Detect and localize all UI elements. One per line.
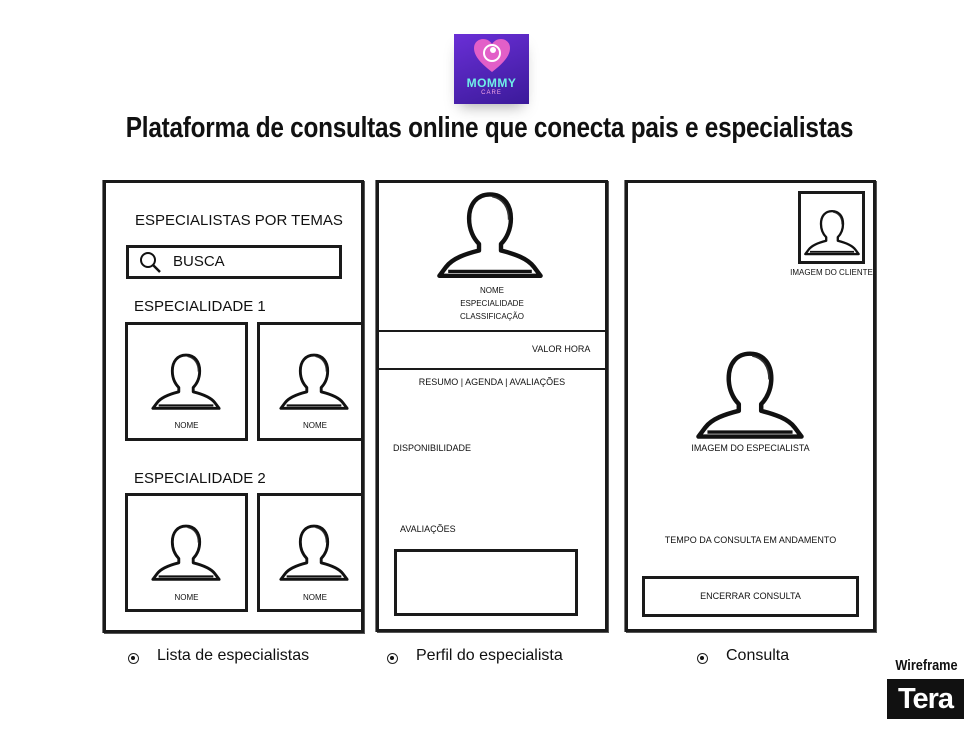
- profile-tabs[interactable]: RESUMO | AGENDA | AVALIAÇÕES: [418, 377, 566, 387]
- consult-time-label: TEMPO DA CONSULTA EM ANDAMENTO: [664, 535, 837, 545]
- card-name: NOME: [174, 421, 199, 430]
- radio-bullet-icon: [387, 653, 398, 664]
- caption-screen3: Consulta: [726, 647, 790, 664]
- radio-bullet-icon: [128, 653, 139, 664]
- profile-rating: CLASSIFICAÇÃO: [459, 312, 524, 321]
- person-silhouette-icon: [435, 188, 545, 280]
- wireframe-label: Wireframe: [895, 657, 958, 674]
- radio-bullet-icon: [697, 653, 708, 664]
- caption-screen1: Lista de especialistas: [157, 647, 310, 664]
- person-silhouette-icon: [150, 350, 222, 412]
- reviews-label: AVALIAÇÕES: [400, 524, 456, 534]
- hour-rate-label: VALOR HORA: [532, 344, 591, 354]
- page-title: Plataforma de consultas online que conecta pais e especialistas: [125, 112, 854, 144]
- availability-label: DISPONIBILIDADE: [393, 443, 472, 453]
- person-silhouette-icon: [803, 203, 861, 261]
- person-silhouette-icon: [694, 346, 806, 442]
- card-name: NOME: [303, 421, 327, 430]
- screen1-heading: ESPECIALISTAS POR TEMAS: [135, 212, 343, 229]
- search-icon: [138, 250, 162, 274]
- section-title-1: ESPECIALIDADE 1: [134, 298, 266, 315]
- heart-baby-icon: [473, 38, 511, 74]
- profile-name: NOME: [480, 286, 504, 295]
- mommy-care-logo: [454, 34, 529, 104]
- profile-specialty: ESPECIALIDADE: [460, 299, 524, 308]
- person-silhouette-icon: [278, 521, 350, 583]
- section-title-2: ESPECIALIDADE 2: [134, 470, 266, 487]
- person-silhouette-icon: [278, 350, 350, 412]
- card-name: NOME: [174, 593, 199, 602]
- logo-line1: MOMMY: [466, 76, 517, 90]
- search-label: BUSCA: [173, 253, 225, 270]
- end-consultation-label: ENCERRAR CONSULTA: [700, 591, 801, 601]
- card-name: NOME: [303, 593, 327, 602]
- reviews-box: [394, 549, 578, 616]
- caption-screen2: Perfil do especialista: [416, 647, 563, 664]
- logo-line2: CARE: [481, 90, 502, 96]
- tera-logo: Tera: [887, 679, 964, 719]
- specialist-image-label: IMAGEM DO ESPECIALISTA: [691, 443, 810, 453]
- person-silhouette-icon: [150, 521, 222, 583]
- client-image-label: IMAGEM DO CLIENTE: [790, 268, 873, 277]
